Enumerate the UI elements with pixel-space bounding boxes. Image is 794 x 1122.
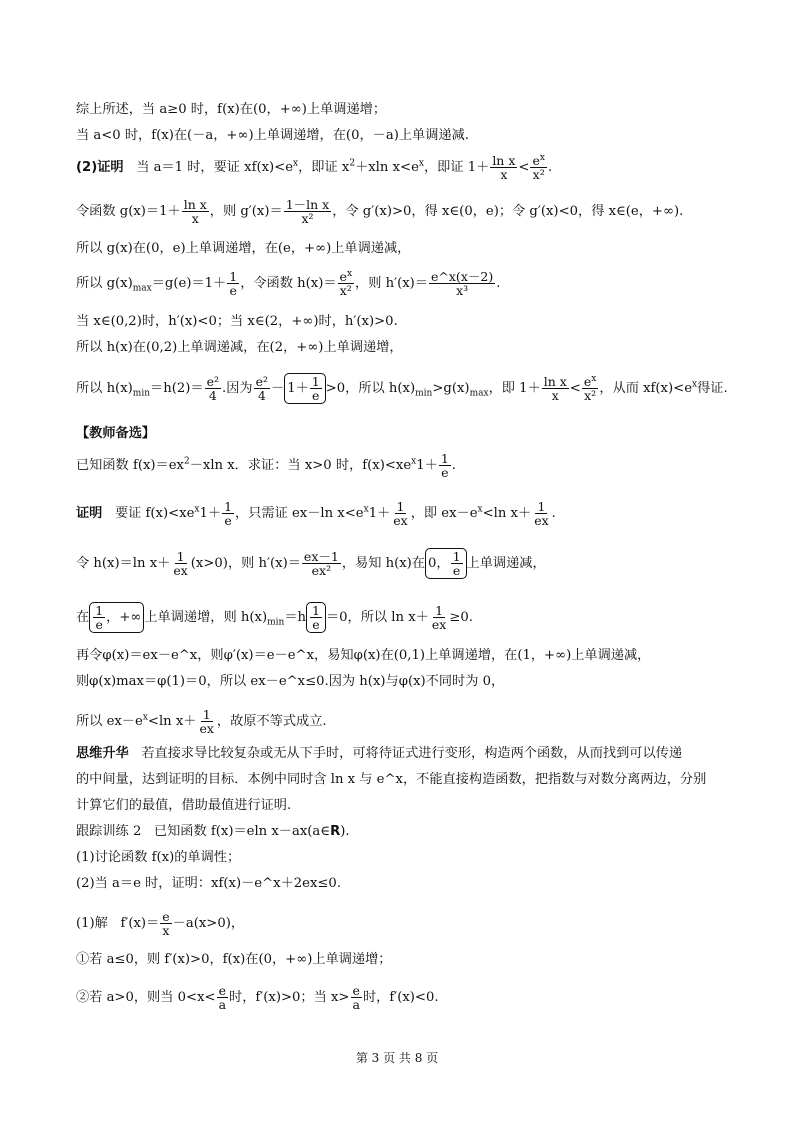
text: －xln x．求证：当 x>0 时，f(x)<xe (189, 458, 412, 473)
text: . (496, 276, 501, 291)
text-line: 当 x∈(0,2)时，h′(x)<0；当 x∈(2，+∞)时，h′(x)>0. (76, 314, 398, 329)
fraction: $\frac{1}{ex}$ (534, 499, 549, 528)
proof-label: 证明 (76, 506, 103, 521)
text-line: (1)讨论函数 f(x)的单调性； (76, 850, 241, 865)
superscript: x (142, 712, 148, 723)
text: ＋xln x<e (355, 160, 419, 175)
bracket-group: 1＋ $\frac{1}{e}$ (284, 373, 326, 404)
text-line: 则φ(x)max＝φ(1)＝0，所以 ex－e^x≤0.因为 h(x)与φ(x)不同时为 0， (76, 674, 505, 689)
text: ，令 g′(x)>0，得 x∈(0，e)；令 g′(x)<0，得 x∈(e，+∞). (332, 204, 684, 219)
fraction: $\frac{\text{e²}}{4}$ (206, 374, 219, 403)
text: >0，所以 h(x) (325, 381, 416, 396)
text: 所以 h(x) (76, 381, 133, 396)
text: ，即 1＋ (488, 381, 541, 396)
text: 1＋ (368, 506, 391, 521)
text: ＝h (284, 610, 307, 625)
text: ，易知 h(x)在 (341, 556, 425, 571)
text-line (76, 452, 456, 479)
text: <ln x＋ (147, 714, 197, 729)
text: 所以 ex－e (76, 714, 143, 729)
fraction: $\frac{e^x}{\text{x²}}$ (532, 152, 545, 182)
superscript: x (477, 504, 483, 515)
text-line (76, 602, 473, 633)
text: 要证 f(x)<xe (114, 506, 195, 521)
fraction: $\frac{1}{e}$ (440, 451, 449, 480)
superscript: x (692, 379, 698, 390)
text: 已知函数 f(x)＝eln x－ax(a∈ (153, 824, 331, 839)
fraction: $\frac{\text{ln x}}{x}$ (492, 153, 516, 182)
fraction: $\frac{\text{1－ln x}}{\text{x²}}$ (285, 197, 330, 226)
text-line: ①若 a≤0，则 f′(x)>0，f(x)在(0，+∞)上单调递增； (76, 952, 392, 967)
section-label-thinking: 思维升华 (76, 746, 129, 761)
superscript: x (411, 456, 417, 467)
text: ，即证 1＋ (423, 160, 490, 175)
text: 得证. (697, 381, 728, 396)
text: ＝g(e)＝1＋ (151, 276, 227, 291)
fraction: $\frac{e\^{}x(x-2)}{\text{x³}}$ (431, 269, 494, 298)
subscript: max (132, 283, 152, 294)
text: 时，f′(x)<0. (362, 990, 439, 1005)
text-line (76, 270, 500, 297)
text-line: 计算它们的最值，借助最值进行证明. (76, 798, 292, 813)
text: (x>0)，则 h′(x)＝ (190, 556, 301, 571)
text: f′(x)＝ (120, 916, 160, 931)
text: ，则 h′(x)＝ (355, 276, 429, 291)
text: . (451, 458, 456, 473)
text: < (518, 160, 530, 175)
fraction: $\frac{ex-1}{\text{ex²}}$ (303, 549, 339, 578)
text: ＝h(2)＝ (150, 381, 204, 396)
text: 上单调递增，则 h(x) (144, 610, 268, 625)
text-line (76, 500, 556, 527)
text: < (569, 381, 581, 396)
text: 在 (76, 610, 90, 625)
text: －a(x>0)， (172, 916, 245, 931)
text: . (547, 160, 553, 175)
text: R (330, 824, 341, 839)
subscript: min (267, 617, 285, 628)
text: 当 a＝1 时，要证 xf(x)<e (136, 160, 294, 175)
fraction: $\frac{1}{e}$ (224, 499, 233, 528)
superscript: x (194, 504, 200, 515)
text: <ln x＋ (482, 506, 532, 521)
text: . (551, 506, 556, 521)
text-line (76, 910, 244, 937)
text-line: 的中间量，达到证明的目标．本例中同时含 ln x 与 e^x，不能直接构造函数，把指数与对数分离两边，分别 (76, 772, 707, 787)
fraction: $\frac{1}{e}$ (229, 269, 238, 298)
page-footer: 第 3 页 共 8 页 (355, 1051, 439, 1065)
text: ②若 a>0，则当 0<x< (76, 990, 216, 1005)
fraction: $\frac{e^x}{\text{x²}}$ (339, 268, 353, 298)
text-line (76, 746, 682, 762)
text-line (76, 984, 439, 1011)
fraction: $\frac{e^x}{\text{x²}}$ (583, 373, 597, 403)
superscript: 2 (183, 456, 190, 467)
text-line: 再令φ(x)＝ex－e^x，则φ′(x)＝e－e^x，易知φ(x)在(0,1)上单调递增，在(1，+∞)上单调递减， (76, 648, 651, 663)
text: ，则 g′(x)＝ (209, 204, 283, 219)
fraction: $\frac{1}{ex}$ (173, 549, 188, 578)
text: ，即 ex－e (410, 506, 478, 521)
subscript: min (415, 388, 433, 399)
text-line: 当 a<0 时，f(x)在(－a，+∞)上单调递增，在(0，－a)上单调递减. (76, 128, 469, 143)
text: ，从而 xf(x)<e (599, 381, 692, 396)
text: ，只需证 ex－ln x<e (235, 506, 364, 521)
text: 若直接求导比较复杂或无从下手时，可将待证式进行变形，构造两个函数，从而找到可以传递 (141, 746, 683, 761)
text-line: 综上所述，当 a≥0 时，f(x)在(0，+∞)上单调递增； (76, 102, 387, 117)
fraction: $\frac{e}{a}$ (352, 983, 360, 1012)
text-line (76, 373, 728, 404)
text-line: 所以 g(x)在(0，e)上单调递增，在(e，+∞)上单调递减， (76, 241, 411, 256)
text: 已知函数 f(x)＝ex (76, 458, 184, 473)
fraction: $\frac{e}{x}$ (162, 909, 170, 938)
fraction: $\frac{1}{ex}$ (393, 499, 408, 528)
text: 所以 g(x) (76, 276, 133, 291)
text: >g(x) (432, 381, 470, 396)
text: 上单调递减， (466, 556, 546, 571)
subscript: min (132, 388, 151, 399)
text-line: (2)当 a＝e 时，证明：xf(x)－e^x＋2ex≤0. (76, 876, 342, 891)
text: － (271, 381, 285, 396)
fraction: $\frac{\text{ln x}}{x}$ (183, 197, 207, 226)
text-line (76, 548, 546, 579)
superscript: x (418, 158, 424, 169)
text: 1＋ (199, 506, 222, 521)
bracket-group: $\frac{1}{e}$ (306, 602, 326, 633)
fraction: $\frac{1}{ex}$ (199, 707, 214, 736)
section-label-teacher: 【教师备选】 (76, 426, 156, 441)
text: ，即证 x (298, 160, 350, 175)
text-line (76, 708, 327, 735)
text: 令 h(x)＝ln x＋ (76, 556, 171, 571)
subscript: max (469, 388, 489, 399)
fraction: $\frac{1}{ex}$ (431, 603, 447, 632)
superscript: x (363, 504, 369, 515)
text: ). (340, 824, 350, 839)
bracket-group: 0， $\frac{1}{e}$ (425, 548, 467, 579)
text-line (76, 154, 552, 181)
exercise-label: 跟踪训练 2 (76, 824, 142, 839)
text: ，故原不等式成立. (216, 714, 327, 729)
fraction: $\frac{e}{a}$ (218, 983, 227, 1012)
fraction: $\frac{\text{e²}}{4}$ (255, 374, 268, 403)
text: ＝0，所以 ln x＋ (325, 610, 429, 625)
text-line (76, 824, 350, 840)
bracket-group: $\frac{1}{e}$ ，+∞ (89, 602, 144, 633)
text: 时，f′(x)>0；当 x> (229, 990, 350, 1005)
text: .因为 (222, 381, 253, 396)
text-line: 所以 h(x)在(0,2)上单调递减，在(2，+∞)上单调递增， (76, 340, 403, 355)
fraction: $\frac{\text{ln x}}{x}$ (543, 374, 567, 403)
superscript: 2 (349, 158, 356, 169)
text: ，令函数 h(x)＝ (240, 276, 337, 291)
solution-label: (1)解 (76, 916, 108, 931)
text-line (76, 198, 683, 225)
superscript: x (293, 158, 299, 169)
proof-label: (2)证明 (76, 160, 124, 175)
text: 1＋ (416, 458, 438, 473)
text: 令函数 g(x)＝1＋ (76, 204, 181, 219)
text: ≥0. (449, 610, 473, 625)
